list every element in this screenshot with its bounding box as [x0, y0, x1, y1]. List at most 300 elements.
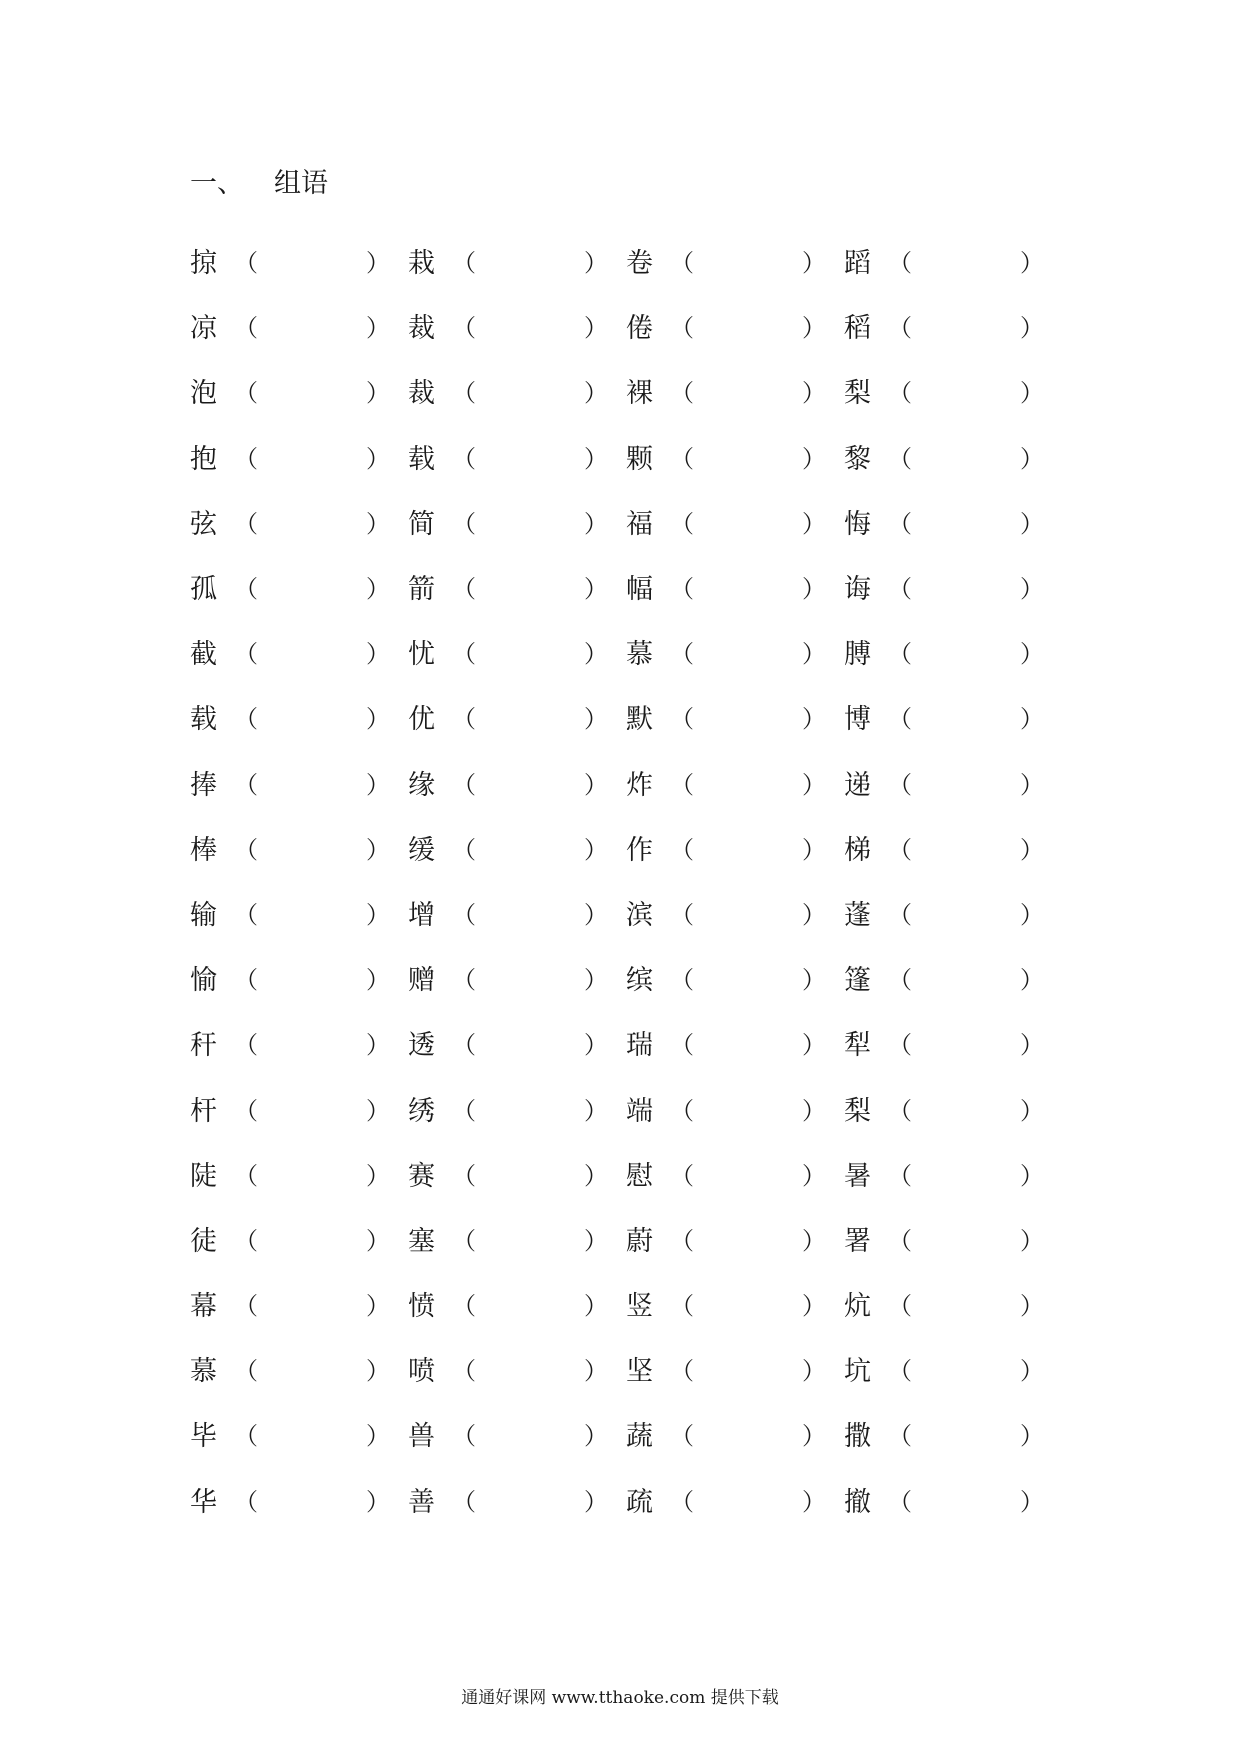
- word-item: [190, 1467, 390, 1532]
- character: 倦: [626, 313, 653, 345]
- open-paren: （: [234, 900, 258, 929]
- close-paren: ）: [802, 1161, 826, 1190]
- close-paren: ）: [1020, 705, 1044, 734]
- grid-row: [190, 1467, 1070, 1532]
- close-paren: ）: [584, 1422, 608, 1451]
- open-paren: （: [670, 1487, 694, 1516]
- close-paren: ）: [366, 509, 390, 538]
- character: 慰: [626, 1160, 653, 1192]
- close-paren: ）: [366, 900, 390, 929]
- close-paren: ）: [1020, 444, 1044, 473]
- close-paren: ）: [584, 379, 608, 408]
- character: 默: [626, 704, 653, 736]
- close-paren: ）: [366, 770, 390, 799]
- word-item: [844, 1401, 1044, 1466]
- character: 绣: [408, 1095, 435, 1127]
- open-paren: （: [888, 314, 912, 343]
- open-paren: （: [888, 444, 912, 473]
- open-paren: （: [452, 379, 476, 408]
- word-item: [626, 228, 826, 293]
- close-paren: ）: [366, 1292, 390, 1321]
- word-item: [408, 358, 608, 423]
- character: 栽: [408, 248, 435, 280]
- close-paren: ）: [366, 1226, 390, 1255]
- character: 泡: [190, 378, 217, 410]
- character: 膊: [844, 639, 871, 671]
- close-paren: ）: [584, 249, 608, 278]
- open-paren: （: [452, 314, 476, 343]
- close-paren: ）: [802, 900, 826, 929]
- open-paren: （: [888, 1161, 912, 1190]
- word-item: [408, 945, 608, 1010]
- word-item: [844, 1467, 1044, 1532]
- grid-row: [190, 619, 1070, 684]
- close-paren: ）: [802, 705, 826, 734]
- word-item: [190, 1336, 390, 1401]
- word-item: [190, 489, 390, 554]
- open-paren: （: [670, 249, 694, 278]
- close-paren: ）: [366, 1357, 390, 1386]
- open-paren: （: [670, 444, 694, 473]
- character: 滨: [626, 899, 653, 931]
- character: 炸: [626, 769, 653, 801]
- open-paren: （: [452, 705, 476, 734]
- open-paren: （: [234, 966, 258, 995]
- open-paren: （: [670, 1357, 694, 1386]
- open-paren: （: [670, 1422, 694, 1451]
- close-paren: ）: [802, 1422, 826, 1451]
- close-paren: ）: [584, 1292, 608, 1321]
- grid-row: [190, 293, 1070, 358]
- close-paren: ）: [1020, 1422, 1044, 1451]
- open-paren: （: [888, 575, 912, 604]
- character: 坑: [844, 1356, 871, 1388]
- character: 杆: [190, 1095, 217, 1127]
- close-paren: ）: [584, 770, 608, 799]
- character: 署: [844, 1225, 871, 1257]
- word-item: [190, 880, 390, 945]
- close-paren: ）: [1020, 1161, 1044, 1190]
- close-paren: ）: [1020, 379, 1044, 408]
- character: 稻: [844, 313, 871, 345]
- word-item: [190, 1206, 390, 1271]
- character: 优: [408, 704, 435, 736]
- character: 赛: [408, 1160, 435, 1192]
- close-paren: ）: [1020, 249, 1044, 278]
- open-paren: （: [234, 379, 258, 408]
- word-item: [408, 750, 608, 815]
- character: 颗: [626, 443, 653, 475]
- open-paren: （: [452, 900, 476, 929]
- grid-row: [190, 554, 1070, 619]
- open-paren: （: [234, 1422, 258, 1451]
- close-paren: ）: [584, 835, 608, 864]
- open-paren: （: [452, 770, 476, 799]
- close-paren: ）: [1020, 1292, 1044, 1321]
- close-paren: ）: [584, 1226, 608, 1255]
- close-paren: ）: [366, 1096, 390, 1125]
- grid-row: [190, 1206, 1070, 1271]
- word-item: [408, 228, 608, 293]
- character: 缘: [408, 769, 435, 801]
- close-paren: ）: [584, 966, 608, 995]
- close-paren: ）: [802, 1292, 826, 1321]
- close-paren: ）: [366, 1031, 390, 1060]
- character: 端: [626, 1095, 653, 1127]
- word-item: [626, 684, 826, 749]
- word-item: [408, 1401, 608, 1466]
- open-paren: （: [452, 1031, 476, 1060]
- word-item: [626, 1401, 826, 1466]
- word-item: [190, 945, 390, 1010]
- word-item: [408, 293, 608, 358]
- character: 透: [408, 1030, 435, 1062]
- character: 毕: [190, 1421, 217, 1453]
- open-paren: （: [670, 575, 694, 604]
- grid-row: [190, 1010, 1070, 1075]
- close-paren: ）: [802, 835, 826, 864]
- character: 箭: [408, 574, 435, 606]
- character: 载: [408, 443, 435, 475]
- word-item: [190, 358, 390, 423]
- open-paren: （: [234, 770, 258, 799]
- character: 愤: [408, 1291, 435, 1323]
- close-paren: ）: [584, 1096, 608, 1125]
- character: 幅: [626, 574, 653, 606]
- character: 缓: [408, 834, 435, 866]
- word-item: [844, 684, 1044, 749]
- character: 坚: [626, 1356, 653, 1388]
- character: 兽: [408, 1421, 435, 1453]
- character: 塞: [408, 1225, 435, 1257]
- close-paren: ）: [366, 835, 390, 864]
- close-paren: ）: [584, 1031, 608, 1060]
- open-paren: （: [888, 1292, 912, 1321]
- character: 暑: [844, 1160, 871, 1192]
- close-paren: ）: [1020, 966, 1044, 995]
- open-paren: （: [452, 1487, 476, 1516]
- character: 孤: [190, 574, 217, 606]
- word-item: [844, 815, 1044, 880]
- open-paren: （: [234, 1487, 258, 1516]
- open-paren: （: [888, 770, 912, 799]
- close-paren: ）: [802, 1096, 826, 1125]
- section-heading: [190, 164, 328, 204]
- word-item: [844, 619, 1044, 684]
- word-item: [626, 1467, 826, 1532]
- character: 徒: [190, 1225, 217, 1257]
- close-paren: ）: [1020, 900, 1044, 929]
- word-item: [626, 1206, 826, 1271]
- word-item: [190, 1075, 390, 1140]
- character: 递: [844, 769, 871, 801]
- close-paren: ）: [584, 509, 608, 538]
- open-paren: （: [234, 705, 258, 734]
- word-item: [626, 1271, 826, 1336]
- word-item: [626, 424, 826, 489]
- word-item: [626, 554, 826, 619]
- open-paren: （: [452, 966, 476, 995]
- open-paren: （: [234, 1292, 258, 1321]
- close-paren: ）: [366, 314, 390, 343]
- grid-row: [190, 684, 1070, 749]
- character: 博: [844, 704, 871, 736]
- close-paren: ）: [802, 509, 826, 538]
- character: 载: [190, 704, 217, 736]
- close-paren: ）: [1020, 1357, 1044, 1386]
- open-paren: （: [888, 1226, 912, 1255]
- character: 竖: [626, 1291, 653, 1323]
- word-item: [190, 228, 390, 293]
- character: 撒: [844, 1421, 871, 1453]
- word-item: [190, 554, 390, 619]
- open-paren: （: [452, 1357, 476, 1386]
- open-paren: （: [888, 900, 912, 929]
- character: 善: [408, 1486, 435, 1518]
- open-paren: （: [234, 1161, 258, 1190]
- word-item: [190, 684, 390, 749]
- open-paren: （: [888, 835, 912, 864]
- character: 瑞: [626, 1030, 653, 1062]
- word-item: [408, 1075, 608, 1140]
- character: 喷: [408, 1356, 435, 1388]
- open-paren: （: [452, 1226, 476, 1255]
- open-paren: （: [888, 379, 912, 408]
- character: 幕: [190, 1291, 217, 1323]
- close-paren: ）: [1020, 835, 1044, 864]
- word-item: [408, 815, 608, 880]
- close-paren: ）: [802, 1357, 826, 1386]
- character: 裁: [408, 313, 435, 345]
- word-item: [408, 424, 608, 489]
- word-item: [190, 1141, 390, 1206]
- character: 裁: [408, 378, 435, 410]
- character: 犁: [844, 1030, 871, 1062]
- open-paren: （: [234, 314, 258, 343]
- word-item: [190, 1271, 390, 1336]
- word-item: [626, 945, 826, 1010]
- word-item: [844, 228, 1044, 293]
- open-paren: （: [234, 1226, 258, 1255]
- close-paren: ）: [1020, 770, 1044, 799]
- character: 忧: [408, 639, 435, 671]
- character: 悔: [844, 508, 871, 540]
- word-item: [844, 358, 1044, 423]
- word-item: [190, 619, 390, 684]
- close-paren: ）: [366, 705, 390, 734]
- close-paren: ）: [1020, 1487, 1044, 1516]
- word-item: [844, 293, 1044, 358]
- open-paren: （: [888, 1487, 912, 1516]
- open-paren: （: [670, 900, 694, 929]
- close-paren: ）: [366, 640, 390, 669]
- character: 抱: [190, 443, 217, 475]
- open-paren: （: [888, 640, 912, 669]
- word-item: [626, 1336, 826, 1401]
- word-item: [626, 815, 826, 880]
- close-paren: ）: [1020, 575, 1044, 604]
- close-paren: ）: [802, 966, 826, 995]
- character: 秆: [190, 1030, 217, 1062]
- character: 陡: [190, 1160, 217, 1192]
- open-paren: （: [234, 575, 258, 604]
- close-paren: ）: [802, 1226, 826, 1255]
- character: 捧: [190, 769, 217, 801]
- open-paren: （: [670, 1031, 694, 1060]
- open-paren: （: [670, 379, 694, 408]
- open-paren: （: [888, 1357, 912, 1386]
- open-paren: （: [670, 1096, 694, 1125]
- word-item: [190, 293, 390, 358]
- character: 掠: [190, 248, 217, 280]
- open-paren: （: [452, 509, 476, 538]
- character: 蹈: [844, 248, 871, 280]
- open-paren: （: [234, 835, 258, 864]
- word-item: [190, 424, 390, 489]
- open-paren: （: [670, 640, 694, 669]
- close-paren: ）: [802, 640, 826, 669]
- word-item: [190, 815, 390, 880]
- close-paren: ）: [366, 444, 390, 473]
- close-paren: ）: [1020, 1096, 1044, 1125]
- word-item: [844, 750, 1044, 815]
- word-item: [844, 1206, 1044, 1271]
- word-item: [626, 750, 826, 815]
- word-item: [844, 1141, 1044, 1206]
- close-paren: ）: [1020, 640, 1044, 669]
- character: 裸: [626, 378, 653, 410]
- word-item: [408, 619, 608, 684]
- word-item: [844, 1336, 1044, 1401]
- open-paren: （: [234, 1031, 258, 1060]
- open-paren: （: [234, 509, 258, 538]
- open-paren: （: [670, 1226, 694, 1255]
- character: 诲: [844, 574, 871, 606]
- close-paren: ）: [584, 1357, 608, 1386]
- open-paren: （: [234, 249, 258, 278]
- word-item: [408, 489, 608, 554]
- character: 缤: [626, 965, 653, 997]
- character: 截: [190, 639, 217, 671]
- open-paren: （: [888, 705, 912, 734]
- close-paren: ）: [1020, 1031, 1044, 1060]
- open-paren: （: [234, 640, 258, 669]
- word-item: [408, 1206, 608, 1271]
- character: 愉: [190, 965, 217, 997]
- close-paren: ）: [584, 705, 608, 734]
- word-item: [626, 293, 826, 358]
- open-paren: （: [452, 835, 476, 864]
- character: 增: [408, 899, 435, 931]
- close-paren: ）: [366, 379, 390, 408]
- character: 弦: [190, 508, 217, 540]
- open-paren: （: [888, 509, 912, 538]
- word-item: [626, 489, 826, 554]
- open-paren: （: [452, 1292, 476, 1321]
- character: 炕: [844, 1291, 871, 1323]
- character: 蔬: [626, 1421, 653, 1453]
- open-paren: （: [670, 509, 694, 538]
- character: 简: [408, 508, 435, 540]
- close-paren: ）: [802, 444, 826, 473]
- character: 慕: [190, 1356, 217, 1388]
- open-paren: （: [234, 1357, 258, 1386]
- word-item: [626, 880, 826, 945]
- word-item: [626, 1141, 826, 1206]
- open-paren: （: [670, 835, 694, 864]
- word-item: [408, 1467, 608, 1532]
- open-paren: （: [888, 966, 912, 995]
- character: 黎: [844, 443, 871, 475]
- close-paren: ）: [802, 1031, 826, 1060]
- word-item: [844, 1010, 1044, 1075]
- open-paren: （: [452, 1096, 476, 1125]
- character: 蓬: [844, 899, 871, 931]
- grid-row: [190, 815, 1070, 880]
- character: 撤: [844, 1486, 871, 1518]
- footer-text: 通通好课网 www.tthaoke.com 提供下载: [461, 1688, 779, 1708]
- word-item: [408, 554, 608, 619]
- open-paren: （: [452, 640, 476, 669]
- word-item: [408, 880, 608, 945]
- character: 慕: [626, 639, 653, 671]
- grid-row: [190, 1271, 1070, 1336]
- character: 卷: [626, 248, 653, 280]
- open-paren: （: [888, 1422, 912, 1451]
- grid-row: [190, 945, 1070, 1010]
- character: 福: [626, 508, 653, 540]
- close-paren: ）: [584, 1161, 608, 1190]
- close-paren: ）: [1020, 314, 1044, 343]
- close-paren: ）: [366, 966, 390, 995]
- word-item: [844, 1271, 1044, 1336]
- word-item: [408, 1336, 608, 1401]
- word-item: [626, 619, 826, 684]
- open-paren: （: [670, 314, 694, 343]
- grid-row: [190, 424, 1070, 489]
- close-paren: ）: [802, 770, 826, 799]
- word-grid: [190, 228, 1070, 1532]
- close-paren: ）: [366, 575, 390, 604]
- open-paren: （: [888, 249, 912, 278]
- word-item: [408, 1010, 608, 1075]
- word-item: [190, 750, 390, 815]
- word-item: [844, 424, 1044, 489]
- close-paren: ）: [1020, 1226, 1044, 1255]
- word-item: [626, 1075, 826, 1140]
- close-paren: ）: [584, 314, 608, 343]
- section-title: 组语: [274, 168, 328, 199]
- close-paren: ）: [366, 1487, 390, 1516]
- character: 梨: [844, 1095, 871, 1127]
- word-item: [844, 880, 1044, 945]
- character: 梯: [844, 834, 871, 866]
- close-paren: ）: [802, 575, 826, 604]
- character: 蔚: [626, 1225, 653, 1257]
- grid-row: [190, 489, 1070, 554]
- open-paren: （: [670, 966, 694, 995]
- close-paren: ）: [1020, 509, 1044, 538]
- word-item: [844, 1075, 1044, 1140]
- close-paren: ）: [802, 1487, 826, 1516]
- grid-row: [190, 1336, 1070, 1401]
- close-paren: ）: [802, 249, 826, 278]
- character: 篷: [844, 965, 871, 997]
- character: 凉: [190, 313, 217, 345]
- open-paren: （: [670, 1161, 694, 1190]
- word-item: [408, 1141, 608, 1206]
- close-paren: ）: [366, 1161, 390, 1190]
